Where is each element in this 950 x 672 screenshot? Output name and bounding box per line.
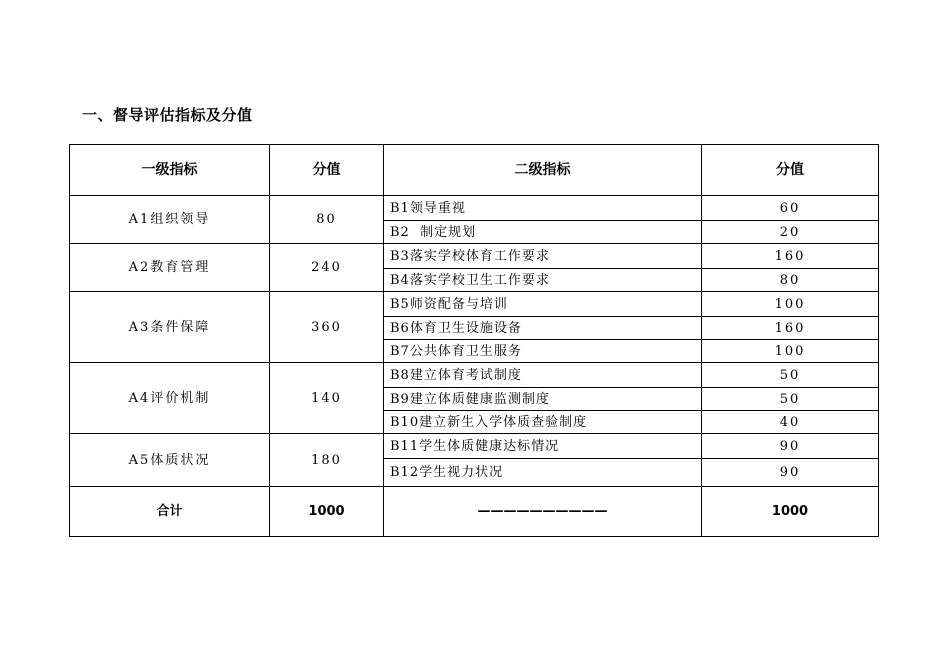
level1-score: 140 — [270, 363, 384, 434]
level2-name: B6体育卫生设施设备 — [384, 317, 702, 340]
level2-score: 160 — [702, 317, 879, 340]
level2-score: 80 — [702, 269, 879, 292]
level1-name: A5体质状况 — [70, 434, 270, 487]
section-title: 一、督导评估指标及分值 — [82, 106, 253, 124]
header-level1-score: 分值 — [270, 145, 384, 196]
level2-score: 90 — [702, 434, 879, 459]
level2-name: B7公共体育卫生服务 — [384, 340, 702, 363]
table-row — [70, 196, 879, 221]
level2-name: B1领导重视 — [384, 196, 702, 221]
level2-name: B4落实学校卫生工作要求 — [384, 269, 702, 292]
table-row — [70, 363, 879, 388]
table-header-row — [70, 145, 879, 196]
level2-score: 160 — [702, 244, 879, 269]
level2-name: B9建立体质健康监测制度 — [384, 388, 702, 411]
header-level2-index: 二级指标 — [384, 145, 702, 196]
total-label: 合计 — [70, 487, 270, 537]
level2-score: 90 — [702, 459, 879, 487]
level2-name: B3落实学校体育工作要求 — [384, 244, 702, 269]
level1-name: A1组织领导 — [70, 196, 270, 244]
level2-name: B10建立新生入学体质查验制度 — [384, 411, 702, 434]
level1-name: A3条件保障 — [70, 292, 270, 363]
level2-score: 100 — [702, 340, 879, 363]
header-level2-score: 分值 — [702, 145, 879, 196]
table-row — [70, 292, 879, 317]
level2-name: B8建立体育考试制度 — [384, 363, 702, 388]
level2-score: 100 — [702, 292, 879, 317]
total-level2-dash: —————————— — [384, 487, 702, 537]
total-row — [70, 487, 879, 537]
level2-name: B12学生视力状况 — [384, 459, 702, 487]
level2-name: B2 制定规划 — [384, 221, 702, 244]
header-level1-index: 一级指标 — [70, 145, 270, 196]
table-row — [70, 434, 879, 459]
level2-score: 50 — [702, 363, 879, 388]
evaluation-index-table — [69, 144, 879, 537]
level2-score: 60 — [702, 196, 879, 221]
total-score1: 1000 — [270, 487, 384, 537]
level2-name: B11学生体质健康达标情况 — [384, 434, 702, 459]
level1-score: 80 — [270, 196, 384, 244]
level2-score: 40 — [702, 411, 879, 434]
table-row — [70, 244, 879, 269]
level1-score: 180 — [270, 434, 384, 487]
level1-score: 240 — [270, 244, 384, 292]
level1-name: A2教育管理 — [70, 244, 270, 292]
level1-name: A4评价机制 — [70, 363, 270, 434]
level2-score: 50 — [702, 388, 879, 411]
level1-score: 360 — [270, 292, 384, 363]
total-score2: 1000 — [702, 487, 879, 537]
level2-score: 20 — [702, 221, 879, 244]
level2-name: B5师资配备与培训 — [384, 292, 702, 317]
